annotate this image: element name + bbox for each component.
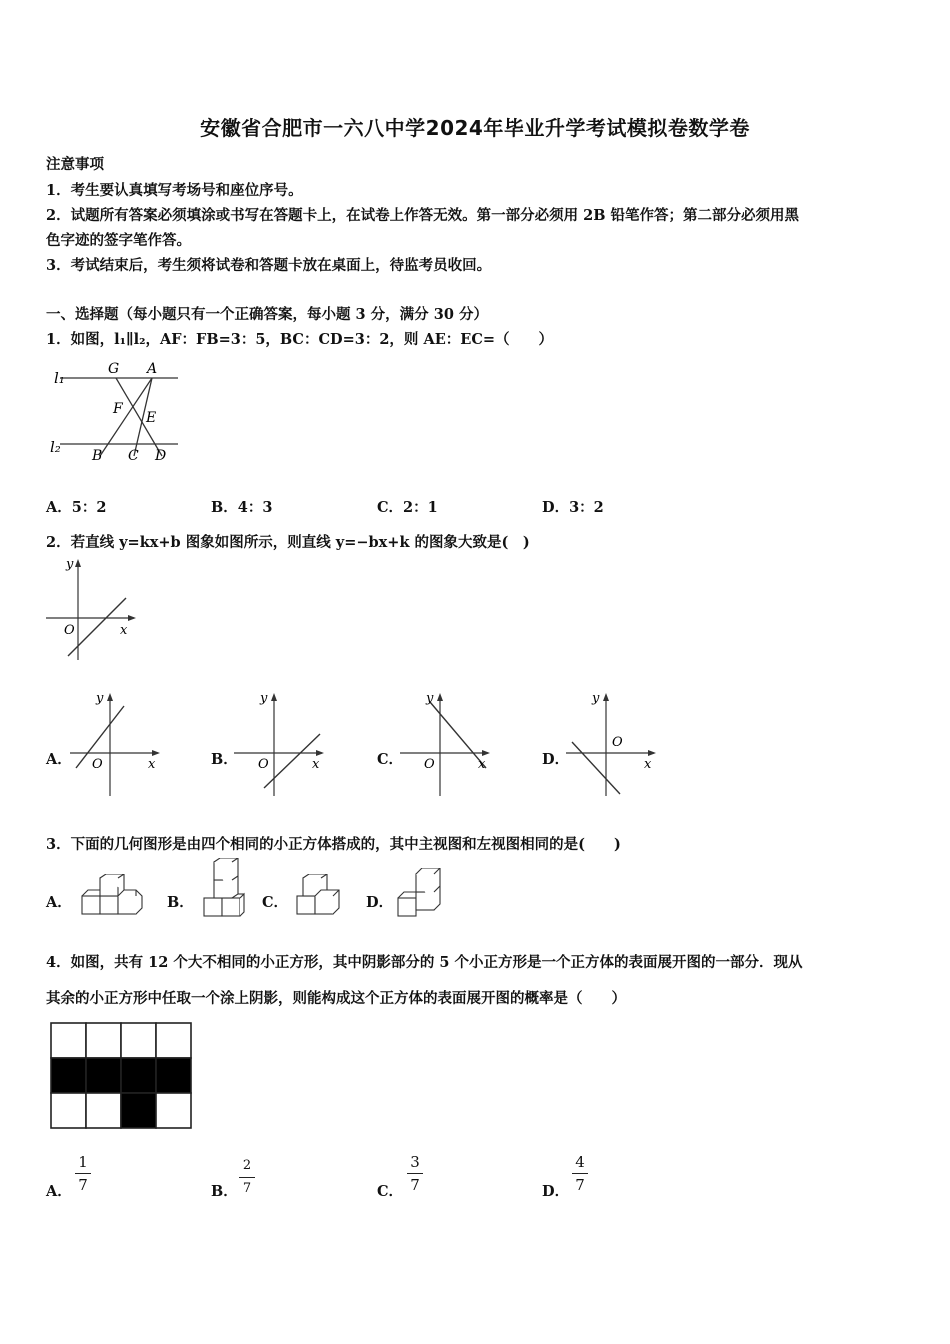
q2-option-a-graph (66, 688, 166, 798)
notice-item: 色字迹的签字笔作答。 (46, 232, 191, 249)
question-4-stem-line2: 其余的小正方形中任取一个涂上阴影，则能构成这个正方体的表面展开图的概率是（ ） (46, 990, 626, 1007)
axis-y: y (260, 691, 268, 706)
q3-option-a-figure (80, 874, 144, 920)
label-E: E (146, 410, 157, 426)
axis-origin: O (612, 735, 623, 750)
notice-item: 3．考试结束后，考生须将试卷和答题卡放在桌面上，待监考员收回。 (46, 257, 492, 274)
axis-y: y (426, 691, 434, 706)
q4-option-a[interactable]: A． (46, 1183, 72, 1200)
axis-origin: O (424, 757, 435, 772)
numerator: 4 (575, 1153, 585, 1171)
q3-option-b-figure (200, 858, 250, 920)
grid-cell-shaded (156, 1058, 191, 1093)
q1-option-d[interactable]: D．3：2 (542, 499, 604, 516)
q3-option-d-figure (396, 868, 448, 920)
grid-cell (51, 1023, 86, 1058)
axis-x: x (312, 757, 320, 772)
grid-cell-shaded (121, 1093, 156, 1128)
q2-option-d-graph (562, 688, 662, 798)
q3-option-d[interactable]: D． (366, 894, 394, 911)
question-3-stem: 3．下面的几何图形是由四个相同的小正方体搭成的，其中主视图和左视图相同的是( ) (46, 836, 621, 853)
numerator: 1 (78, 1153, 88, 1171)
q2-figure (44, 556, 144, 662)
q1-option-a[interactable]: A．5：2 (46, 499, 107, 516)
axis-origin: O (258, 757, 269, 772)
notice-heading: 注意事项 (46, 156, 104, 173)
q4-grid-figure (50, 1022, 192, 1130)
grid-cell (51, 1093, 86, 1128)
grid-cell (86, 1023, 121, 1058)
q2-option-b-graph (230, 688, 330, 798)
q2-option-d[interactable]: D． (542, 751, 570, 768)
section-heading: 一、选择题（每小题只有一个正确答案，每小题 3 分，满分 30 分） (46, 306, 488, 323)
grid-cell (121, 1023, 156, 1058)
fraction-bar (572, 1173, 588, 1174)
label-D: D (155, 448, 167, 464)
grid-cell-shaded (121, 1058, 156, 1093)
grid-cell (86, 1093, 121, 1128)
page-title: 安徽省合肥市一六八中学2024年毕业升学考试模拟卷数学卷 (200, 116, 750, 140)
axis-x: x (478, 757, 486, 772)
label-G: G (108, 361, 120, 377)
q2-option-b[interactable]: B． (211, 751, 238, 768)
q3-option-a[interactable]: A． (46, 894, 72, 911)
axis-y: y (96, 691, 104, 706)
q1-option-b[interactable]: B．4：3 (211, 499, 273, 516)
label-A: A (147, 361, 158, 377)
denominator: 7 (242, 1181, 252, 1196)
grid-cell (156, 1093, 191, 1128)
denominator: 7 (410, 1176, 420, 1194)
notice-item: 2．试题所有答案必须填涂或书写在答题卡上，在试卷上作答无效。第一部分必须用 2B 铅笔作答；第二部分必须用黑 (46, 207, 800, 224)
question-4-stem-line1: 4．如图，共有 12 个大不相同的小正方形，其中阴影部分的 5 个小正方形是一个正方体的表面展开图的一部分．现从 (46, 954, 803, 971)
q2-option-c[interactable]: C． (377, 751, 404, 768)
label-l1: l₁ (54, 369, 65, 387)
q4-option-d[interactable]: D． (542, 1183, 570, 1200)
label-C: C (128, 448, 139, 464)
grid-cell-shaded (51, 1058, 86, 1093)
axis-origin: O (64, 623, 75, 638)
question-2-stem: 2．若直线 y=kx+b 图象如图所示，则直线 y=−bx+k 的图象大致是( ) (46, 534, 530, 551)
axis-y: y (66, 557, 74, 572)
notice-item: 1．考生要认真填写考场号和座位序号。 (46, 182, 303, 199)
axis-x: x (120, 623, 128, 638)
q4-option-c[interactable]: C． (377, 1183, 404, 1200)
fraction-bar (239, 1177, 255, 1178)
q4-option-a-fraction (73, 1153, 93, 1194)
axis-origin: O (92, 757, 103, 772)
q1-figure (44, 356, 184, 468)
question-1-stem: 1．如图，l₁∥l₂，AF：FB=3：5，BC：CD=3：2，则 AE：EC=（ ） (46, 331, 554, 348)
label-B: B (92, 448, 103, 464)
q4-option-b[interactable]: B． (211, 1183, 238, 1200)
grid-cell (156, 1023, 191, 1058)
q4-option-c-fraction (405, 1153, 425, 1194)
axis-x: x (148, 757, 156, 772)
label-l2: l₂ (50, 438, 61, 456)
axis-x: x (644, 757, 652, 772)
q1-option-c[interactable]: C．2：1 (377, 499, 438, 516)
denominator: 7 (78, 1176, 88, 1194)
q4-option-b-fraction (237, 1157, 257, 1198)
q3-option-c-figure (295, 874, 347, 920)
q2-option-a[interactable]: A． (46, 751, 72, 768)
q2-option-c-graph (396, 688, 496, 798)
numerator: 2 (242, 1158, 252, 1173)
q3-option-c[interactable]: C． (262, 894, 289, 911)
q4-option-d-fraction (570, 1153, 590, 1194)
fraction-bar (407, 1173, 423, 1174)
q3-option-b[interactable]: B． (167, 894, 194, 911)
numerator: 3 (410, 1153, 420, 1171)
fraction-bar (75, 1173, 91, 1174)
denominator: 7 (575, 1176, 585, 1194)
label-F: F (113, 401, 123, 417)
axis-y: y (592, 691, 600, 706)
grid-cell-shaded (86, 1058, 121, 1093)
